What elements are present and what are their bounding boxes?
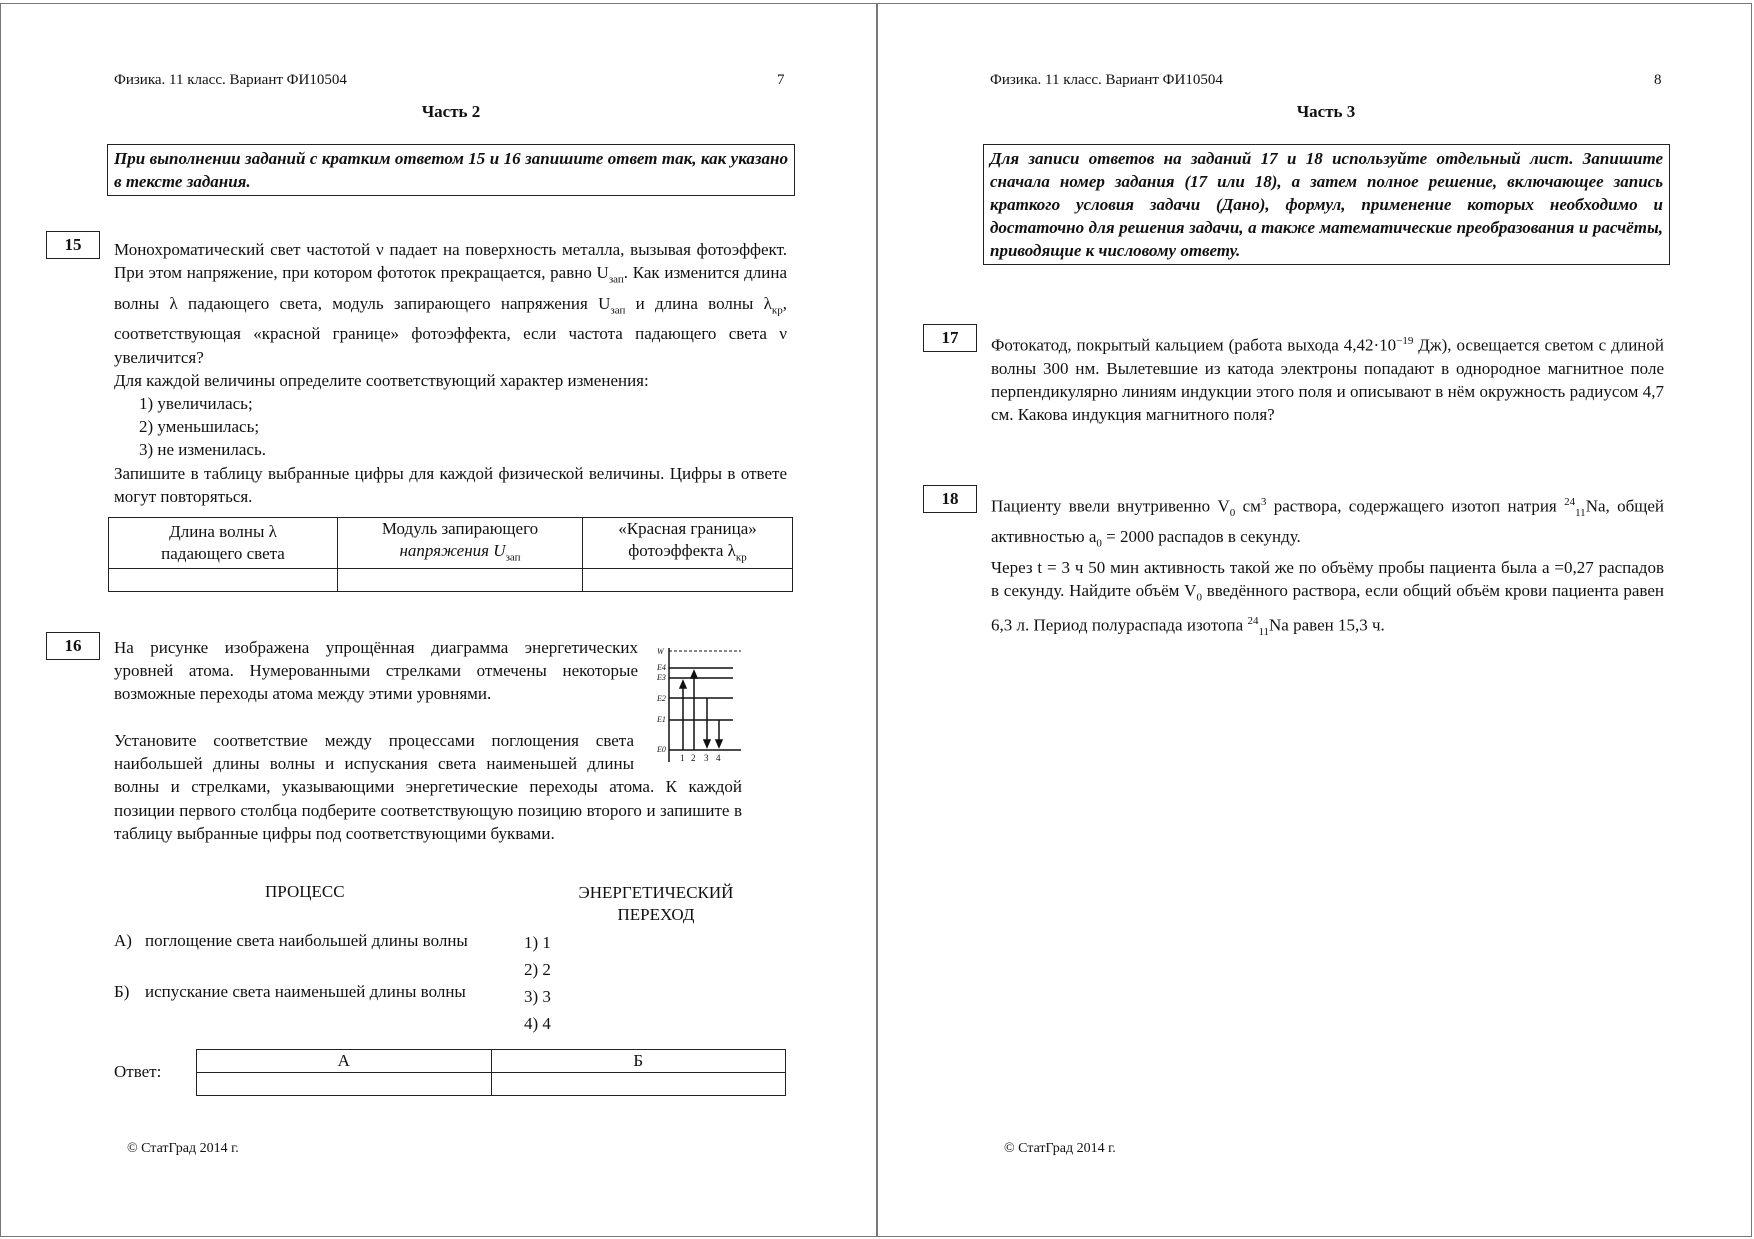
page-number: 8	[1654, 72, 1662, 88]
process-header: ПРОЦЕСС	[265, 882, 345, 901]
copyright: © СтатГрад 2014 г.	[1004, 1141, 1116, 1156]
page-8	[877, 3, 1752, 1237]
page-number: 7	[777, 72, 785, 88]
instruction-box: При выполнении заданий с кратким ответом 15 и 16 запишите ответ так, как указано в тексте задания.	[107, 144, 795, 196]
copyright: © СтатГрад 2014 г.	[127, 1141, 239, 1156]
answer-cell-a[interactable]	[197, 1073, 492, 1096]
level-label-W: W	[657, 647, 664, 656]
part-title: Часть 2	[421, 102, 481, 121]
option: 1) увеличилась;	[139, 394, 253, 413]
transition-list: 1) 1 2) 2 3) 3 4) 4	[524, 933, 551, 1033]
task-number-17: 17	[923, 324, 977, 352]
part-title: Часть 3	[1296, 102, 1356, 121]
svg-text:1: 1	[680, 753, 685, 763]
page-header: Физика. 11 класс. Вариант ФИ10504	[114, 72, 347, 88]
page-7	[0, 3, 877, 1237]
svg-text:E2: E2	[657, 694, 666, 703]
process-b: Б) испускание света наименьшей длины волны	[114, 982, 466, 1001]
task-16-text-p1: На рисунке изображена упрощённая диаграмма энергетических уровней атома. Нумерованными стрелками отмечены некоторые возможные переходы атома между этими уровнями.	[114, 638, 638, 704]
answer-cell[interactable]	[583, 569, 793, 592]
task-18-text: Пациенту ввели внутривенно $V_0$ $см^3$ раствора, содержащего изотоп натрия $^{24}_{11}$Na, общей активностью $a_0 = 2000$ распадов в секунду. Через t = 3 ч 50 мин активность такой же по объёму пробы пациента была a =0,27 распадов в секунду. Найдите объём $V_0$ введённого раствора, если общий объём крови пациента равен 6,3 л. Период полураспада изотопа $^{24}_{11}$Na равен 15,3 ч.	[991, 496, 1664, 638]
task-16-answer-table: А Б	[196, 1049, 786, 1096]
process-a: А) поглощение света наибольшей длины волны	[114, 931, 468, 950]
svg-text:3: 3	[704, 753, 709, 763]
transition-header: ЭНЕРГЕТИЧЕСКИЙ ПЕРЕХОД	[578, 883, 734, 924]
answer-cell-b[interactable]	[491, 1073, 786, 1096]
task-15-answer-table: Длина волны λ падающего света Модуль запирающего напряжения $U_{зап}$ «Красная граница» фотоэффекта $\lambda_{кр}$	[108, 517, 793, 592]
task-number-16: 16	[46, 632, 100, 660]
task-16-text-p2: Установите соответствие между процессами поглощения света наибольшей длины волны и испускания света наименьшей длины волны и стрелками, указывающими энергетические переходы атома. К каждой позиции первого столбца подберите соответствующую позицию второго и запишите в таблицу выбранные цифры под соответствующими буквами.	[114, 731, 742, 843]
svg-text:2: 2	[691, 753, 696, 763]
task-number-18: 18	[923, 485, 977, 513]
answer-cell[interactable]	[338, 569, 583, 592]
task-17-text: Фотокатод, покрытый кальцием (работа выхода $4,42\cdot 10^{-19}$ Дж), освещается светом с длиной волны 300 нм. Вылетевшие из катода электроны попадают в однородное магнитное поле перпендикулярно линиям индукции этого поля и описывают в нём окружность радиусом 4,7 см. Какова индукция магнитного поля?	[991, 335, 1664, 425]
energy-level-diagram	[653, 640, 743, 768]
option: 3) не изменилась.	[139, 440, 266, 460]
svg-text:E4: E4	[657, 663, 666, 672]
answer-label: Ответ:	[114, 1062, 162, 1081]
task-15-text: Монохроматический свет частотой ν падает на поверхность металла, вызывая фотоэффект. При этом напряжение, при котором фототок прекращается, равно $U_{зап}$. Как изменится длина волны λ падающего света, модуль запирающего напряжения $U_{зап}$ и длина волны $\lambda_{кр}$, соответствующая «красной границе» фотоэффекта, если частота падающего света ν увеличится? Для каждой величины определите соответствующий характер изменения: 1) увеличилась; 2) уменьшилась; 3) не изменилась. Запишите в таблицу выбранные цифры для каждой физической величины. Цифры в ответе могут повторяться.	[114, 240, 787, 506]
instruction-box: Для записи ответов на заданий 17 и 18 используйте отдельный лист. Запишите сначала номер задания (17 или 18), а затем полное решение, включающее запись краткого условия задачи (Дано), формул, применение которых необходимо и достаточно для решения задачи, а также математические преобразования и расчёты, приводящие к числовому ответу.	[983, 144, 1670, 265]
svg-text:E1: E1	[657, 715, 666, 724]
task-number-15: 15	[46, 231, 100, 259]
answer-cell[interactable]	[109, 569, 338, 592]
svg-text:E3: E3	[657, 673, 666, 682]
page-header: Физика. 11 класс. Вариант ФИ10504	[990, 72, 1223, 88]
option: 2) уменьшилась;	[139, 417, 260, 437]
svg-text:4: 4	[716, 753, 721, 763]
svg-text:E0: E0	[657, 745, 666, 754]
